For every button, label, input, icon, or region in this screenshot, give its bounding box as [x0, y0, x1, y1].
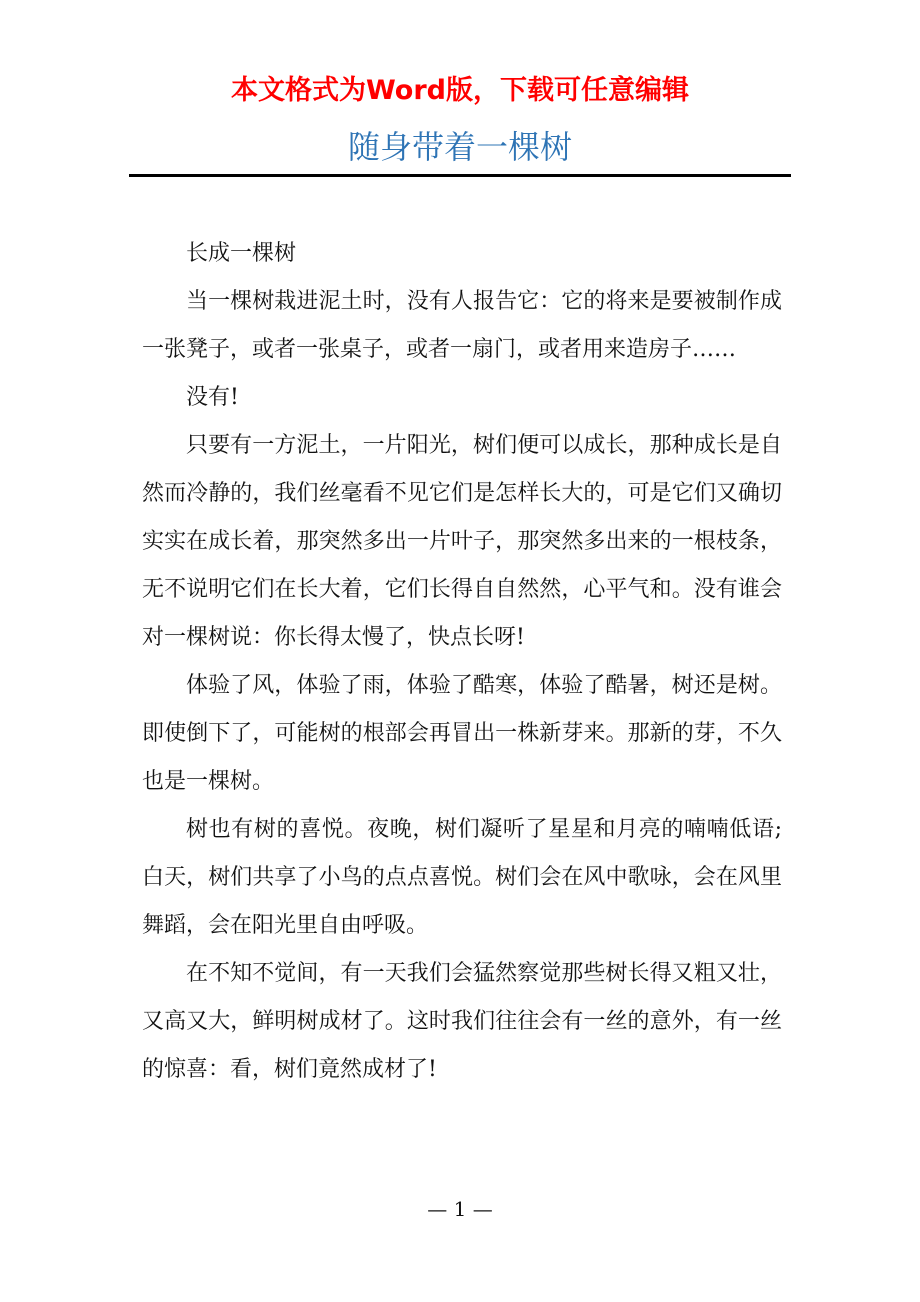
paragraph: 没有! — [186, 385, 239, 410]
paragraph: 在不知不觉间，有一天我们会猛然察觉那些树长得又粗又壮，又高又大，鲜明树成材了。这时我们往往会有一丝的意外，有一丝的惊喜：看，树们竟然成材了! — [142, 961, 782, 1082]
title-divider — [129, 174, 791, 177]
paragraph: 当一棵树栽进泥土时，没有人报告它：它的将来是要被制作成一张凳子，或者一张桌子，或者一扇门，或者用来造房子…… — [142, 289, 782, 362]
document-body — [142, 230, 782, 1094]
paragraph: 只要有一方泥土，一片阳光，树们便可以成长，那种成长是自然而冷静的，我们丝毫看不见它们是怎样长大的，可是它们又确切实实在成长着，那突然多出一片叶子，那突然多出来的一根枝条，无不说明它们在长大着，它们长得自自然然，心平气和。没有谁会对一棵树说：你长得太慢了，快点长呀! — [142, 433, 782, 650]
editable-notice-banner: 本文格式为Word版，下载可任意编辑 — [230, 75, 689, 106]
paragraph: 体验了风，体验了雨，体验了酷寒，体验了酷暑，树还是树。即使倒下了，可能树的根部会再冒出一株新芽来。那新的芽，不久也是一棵树。 — [142, 673, 782, 794]
document-title: 随身带着一棵树 — [347, 128, 572, 166]
page-number: — 1 — — [427, 1197, 493, 1221]
paragraph: 树也有树的喜悦。夜晚，树们凝听了星星和月亮的喃喃低语;白天，树们共享了小鸟的点点喜悦。树们会在风中歌咏，会在风里舞蹈，会在阳光里自由呼吸。 — [142, 817, 782, 938]
paragraph: 长成一棵树 — [186, 241, 297, 266]
